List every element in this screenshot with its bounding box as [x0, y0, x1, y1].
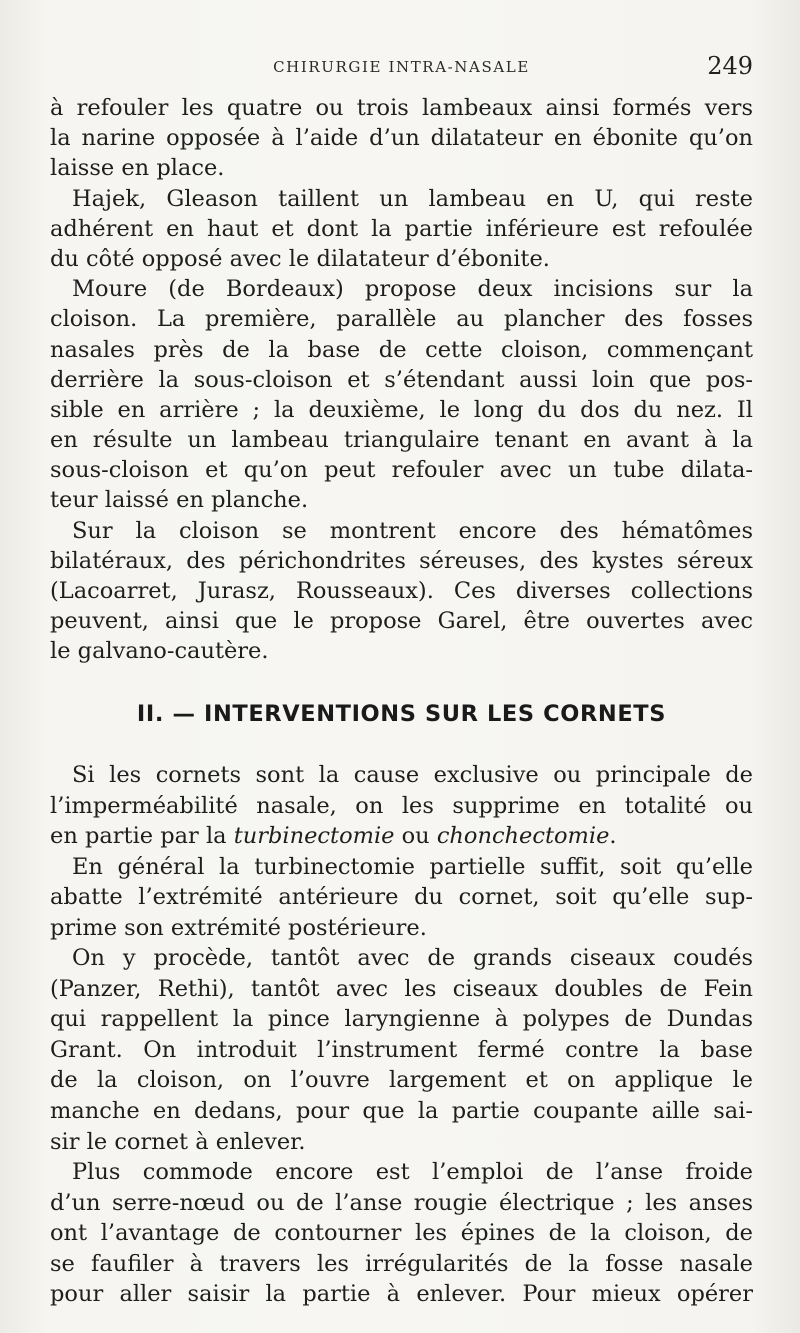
- text-line: peuvent, ainsi que le propose Garel, être ouvertes avec: [50, 608, 753, 635]
- text-line: sible en arrière ; la deuxième, le long du dos du nez. Il: [50, 396, 753, 423]
- page-number: 249: [707, 52, 753, 80]
- text-line: qui rappellent la pince laryngienne à polypes de Dundas: [50, 1006, 753, 1033]
- text-line: la narine opposée à l’aide d’un dilatateur en ébonite qu’on: [50, 125, 753, 152]
- text-line: prime son extrémité postérieure.: [50, 914, 427, 941]
- text-line: l’imperméabilité nasale, on les supprime en totalité ou: [50, 792, 753, 819]
- text-line: (Lacoarret, Jurasz, Rousseaux). Ces diverses collections: [50, 578, 753, 604]
- text-line: Moure (de Bordeaux) propose deux incisions sur la: [72, 276, 753, 303]
- text-line: à refouler les quatre ou trois lambeaux ainsi formés vers: [50, 95, 753, 121]
- text-line: sous-cloison et qu’on peut refouler avec un tube dilata-: [50, 457, 753, 484]
- text-line: laisse en place.: [50, 155, 225, 182]
- text-line: teur laissé en planche.: [50, 487, 309, 514]
- text-line: Hajek, Gleason taillent un lambeau en U, qui reste: [72, 185, 753, 212]
- text-line: adhérent en haut et dont la partie inférieure est refoulée: [50, 215, 753, 242]
- text-line: [50, 821, 753, 852]
- text-line: (Panzer, Rethi), tantôt avec les ciseaux doubles de Fein: [50, 975, 753, 1002]
- text-line: se faufiler à travers les irrégularités de la fosse nasale: [50, 1250, 753, 1277]
- text-line: d’un serre-nœud ou de l’anse rougie électrique ; les anses: [50, 1189, 753, 1216]
- text-line: le galvano-cautère.: [50, 638, 269, 665]
- text-line: nasales près de la base de cette cloison, commençant: [50, 336, 753, 363]
- text-line: ont l’avantage de contourner les épines de la cloison, de: [50, 1220, 753, 1247]
- text-run: en partie par la: [50, 823, 234, 850]
- text-line: derrière la sous-cloison et s’étendant aussi loin que pos-: [50, 366, 753, 393]
- text-line: On y procède, tantôt avec de grands ciseaux coudés: [72, 945, 753, 972]
- text-line: Grant. On introduit l’instrument fermé contre la base: [50, 1036, 753, 1063]
- section-heading: II. — INTERVENTIONS SUR LES CORNETS: [136, 701, 667, 727]
- text-line: Plus commode encore est l’emploi de l’anse froide: [72, 1159, 753, 1186]
- running-header: [50, 52, 753, 88]
- text-line: en résulte un lambeau triangulaire tenant en avant à la: [50, 427, 753, 454]
- text-line: abatte l’extrémité antérieure du cornet, soit qu’elle sup-: [50, 884, 753, 911]
- text-line: du côté opposé avec le dilatateur d’ébonite.: [50, 245, 550, 272]
- text-line: de la cloison, on l’ouvre largement et on applique le: [50, 1067, 753, 1094]
- running-title: CHIRURGIE INTRA-NASALE: [273, 58, 530, 76]
- text-line: bilatéraux, des périchondrites séreuses, des kystes séreux: [50, 547, 753, 574]
- body-text-section-1: [50, 93, 753, 667]
- text-run: ou: [394, 823, 437, 850]
- text-line: pour aller saisir la partie à enlever. Pour mieux opérer: [50, 1281, 753, 1308]
- text-line: En général la turbinectomie partielle suffit, soit qu’elle: [72, 853, 753, 880]
- text-line: Sur la cloison se montrent encore des hématômes: [72, 517, 753, 544]
- term-chonchectomie: chonchectomie: [436, 823, 610, 850]
- text-line: Si les cornets sont la cause exclusive ou principale de: [72, 762, 753, 788]
- body-text-section-2: [50, 760, 753, 1310]
- text-line: sir le cornet à enlever.: [50, 1128, 306, 1155]
- text-run: .: [609, 823, 617, 850]
- text-line: manche en dedans, pour que la partie coupante aille sai-: [50, 1098, 753, 1125]
- term-turbinectomie: turbinectomie: [233, 823, 395, 850]
- text-line: cloison. La première, parallèle au plancher des fosses: [50, 306, 753, 333]
